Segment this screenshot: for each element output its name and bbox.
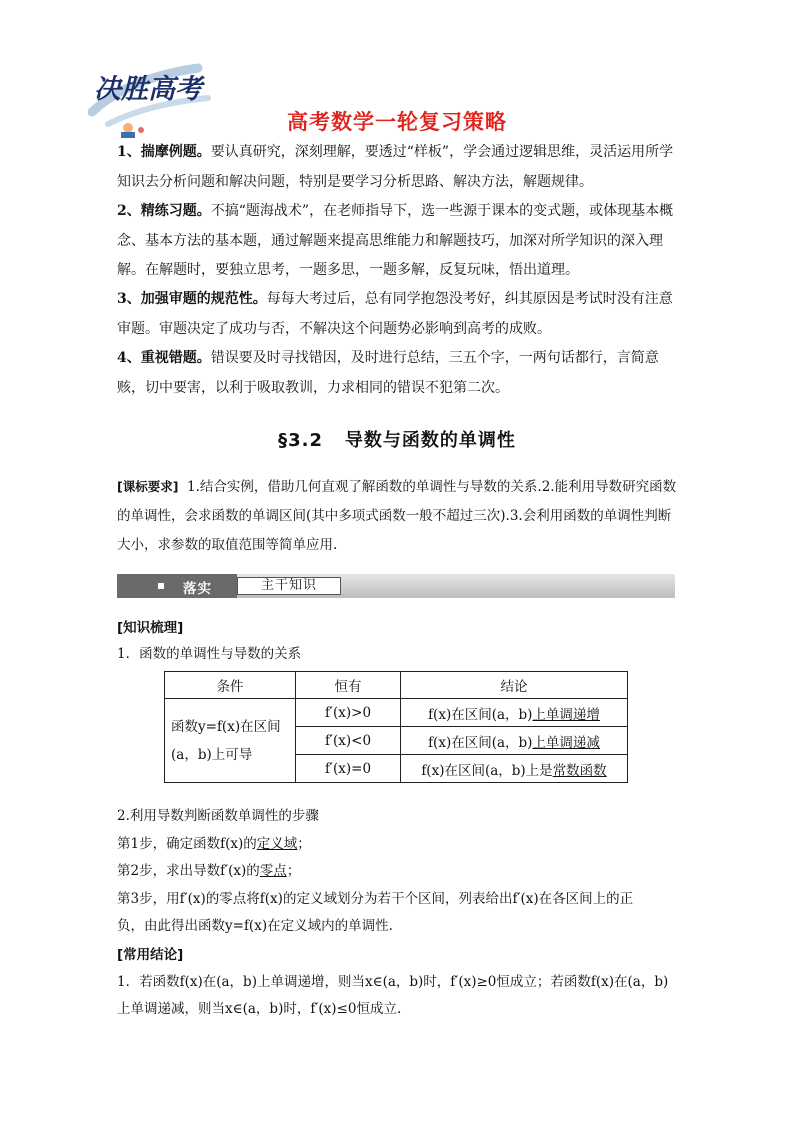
section-heading: 导数与函数的单调性 <box>344 430 516 451</box>
condition-line: (a，b)上可导 <box>171 746 253 763</box>
table-header-cell: 结论 <box>401 672 628 699</box>
monotonicity-table <box>164 671 628 783</box>
square-bullet-icon <box>158 583 164 589</box>
step-2: 第2步，求出导数f′(x)的零点； <box>117 863 301 879</box>
banner-left-label: 落实 <box>183 581 212 597</box>
strategy-lead: 2、精练习题。 <box>117 203 211 219</box>
strategy-body: 每每大考过后，总有同学抱怨没考好，纠其原因是考试时没有注意审题。审题决定了成功与否，不解决这个问题势必影响到高考的成败。 <box>117 291 673 337</box>
step-3-line: 第3步，用f′(x)的零点将f(x)的定义域划分为若干个区间，列表给出f′(x)在各区间上的正 <box>117 891 634 907</box>
condition-line: 函数y=f(x)在区间 <box>171 718 281 735</box>
conclusions-heading: [常用结论] <box>117 947 184 963</box>
page-title: 高考数学一轮复习策略 <box>287 110 507 134</box>
conclusion-cell: f(x)在区间(a，b)上是常数函数 <box>401 755 628 783</box>
conclusion-cell: f(x)在区间(a，b)上单调递减 <box>401 727 628 755</box>
strategy-lead: 4、重视错题。 <box>117 350 211 366</box>
step-1: 第1步，确定函数f(x)的定义域； <box>117 836 311 852</box>
table-row <box>165 699 628 727</box>
strategy-item <box>117 197 679 286</box>
step-3-line: 负，由此得出函数y=f(x)在定义域内的单调性. <box>117 918 393 934</box>
strategy-item <box>117 344 679 403</box>
table-header-row <box>165 672 628 699</box>
logo-lettering: 决胜高考 <box>94 74 202 105</box>
strategy-body: 要认真研究，深刻理解，要透过“样板”，学会通过逻辑思维，灵活运用所学知识去分析问题和解决问题，特别是要学习分析思路、解决方法，解题规律。 <box>117 144 674 190</box>
section-title <box>0 426 794 452</box>
conclusion-line: 上单调递减，则当x∈(a，b)时，f′(x)≤0恒成立. <box>117 1001 402 1017</box>
requirement-text: 1.结合实例，借助几何直观了解函数的单调性与导数的关系.2.能利用导数研究函数的单调性，会求函数的单调区间(其中多项式函数一般不超过三次).3.会利用函数的单调性判断大小，求参数的取值范围等简单应用. <box>117 479 677 553</box>
banner-dark-block <box>117 574 237 598</box>
banner-right-label: 主干知识 <box>237 577 341 595</box>
strategy-lead: 3、加强审题的规范性。 <box>117 291 267 307</box>
strategy-item <box>117 285 679 344</box>
section-number: §3.2 <box>278 430 324 451</box>
strategy-body: 不搞“题海战术”，在老师指导下，选一些源于课本的变式题，或体现基本概念、基本方法的基本题，通过解题来提高思维能力和解题技巧，加深对所学知识的深入理解。在解题时，要独立思考，一题多思，一题多解，反复玩味，悟出道理。 <box>117 203 674 278</box>
section-banner <box>117 574 675 598</box>
curriculum-requirements <box>117 472 679 560</box>
knowledge-heading: [知识梳理] <box>117 620 184 636</box>
conclusion-cell: f(x)在区间(a，b)上单调递增 <box>401 699 628 727</box>
condition-cell <box>165 699 296 783</box>
table-header-cell: 条件 <box>165 672 296 699</box>
item1-title: 1．函数的单调性与导数的关系 <box>117 646 302 662</box>
strategy-lead: 1、揣摩例题。 <box>117 144 211 160</box>
requirement-tag: [课标要求] <box>117 479 179 494</box>
derivative-cell: f′(x)=0 <box>296 755 401 783</box>
derivative-cell: f′(x)<0 <box>296 727 401 755</box>
strategy-item <box>117 138 679 197</box>
strategy-body: 错误要及时寻找错因，及时进行总结，三五个字，一两句话都行，言简意赅，切中要害，以利于吸取教训，力求相同的错误不犯第二次。 <box>117 350 659 396</box>
table-header-cell: 恒有 <box>296 672 401 699</box>
derivative-cell: f′(x)>0 <box>296 699 401 727</box>
conclusion-line: 1．若函数f(x)在(a，b)上单调递增，则当x∈(a，b)时，f′(x)≥0恒成立；若函数f(x)在(a，b) <box>117 974 669 990</box>
item2-title: 2.利用导数判断函数单调性的步骤 <box>117 808 319 824</box>
